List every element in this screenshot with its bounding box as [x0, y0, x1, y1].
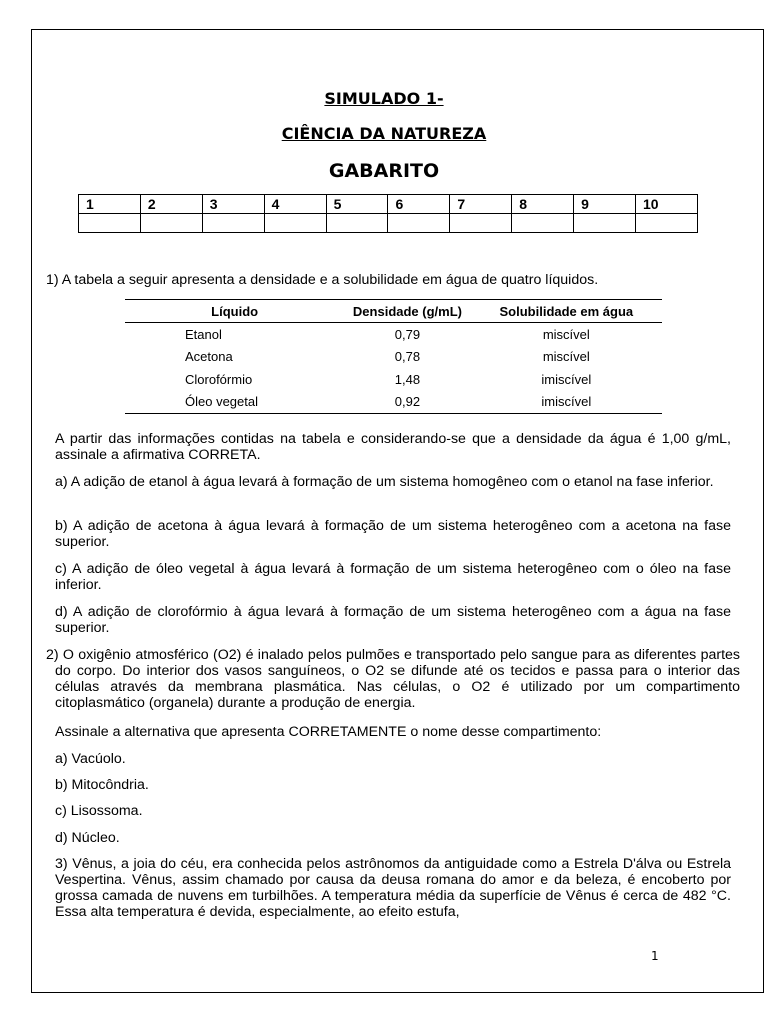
liquid-solubility: imiscível: [541, 371, 592, 387]
grid-number: 2: [140, 195, 202, 214]
answer-cell[interactable]: [264, 214, 326, 233]
answer-cell[interactable]: [636, 214, 698, 233]
liquid-name: Acetona: [185, 349, 233, 365]
answer-cell[interactable]: [388, 214, 450, 233]
answer-key-heading: GABARITO: [328, 160, 440, 182]
table-row: [125, 368, 662, 391]
question-2-option-c: c) Lisossoma.: [55, 803, 143, 819]
grid-number: 5: [326, 195, 388, 214]
table-row: [125, 391, 662, 414]
liquids-table-header: [125, 300, 662, 323]
answer-cell[interactable]: [140, 214, 202, 233]
column-header-solubility: Solubilidade em água: [471, 300, 662, 323]
liquid-density: 1,48: [394, 371, 421, 387]
grid-number: 8: [512, 195, 574, 214]
answer-grid: [78, 194, 698, 233]
question-1-option-d: d) A adição de clorofórmio à água levará à formação de um sistema heterogêneo com a água na fase superior.: [55, 604, 731, 636]
grid-number: 10: [636, 195, 698, 214]
answer-cell[interactable]: [79, 214, 141, 233]
grid-number: 7: [450, 195, 512, 214]
answer-cell[interactable]: [326, 214, 388, 233]
liquid-name: Clorofórmio: [185, 371, 253, 387]
grid-number: 3: [202, 195, 264, 214]
question-1-statement: A partir das informações contidas na tabela e considerando-se que a densidade da água é 1,00 g/mL, assinale a afirmativa CORRETA.: [55, 431, 731, 463]
answer-cell[interactable]: [202, 214, 264, 233]
answer-cell[interactable]: [574, 214, 636, 233]
question-2-option-b: b) Mitocôndria.: [55, 777, 149, 793]
question-3-text: 3) Vênus, a joia do céu, era conhecida pelos astrônomos da antiguidade como a Estrela D'álva ou Estrela Vespertina. Vênus, assim chamado por causa da deusa romana do amor e da beleza, é encoberto por grossa camada de nuvens em turbilhões. A temperatura média da superfície de Vênus é cerca de 482 °C. Essa alta temperatura é devida, especialmente, ao efeito estufa,: [55, 856, 731, 920]
grid-number: 4: [264, 195, 326, 214]
page-number: 1: [651, 949, 659, 963]
answer-cell[interactable]: [512, 214, 574, 233]
column-header-density: Densidade (g/mL): [344, 300, 470, 323]
liquid-solubility: miscível: [542, 349, 590, 365]
answer-cell[interactable]: [450, 214, 512, 233]
liquid-density: 0,92: [344, 391, 470, 414]
liquid-density: 0,79: [394, 326, 421, 342]
grid-number: 1: [79, 195, 141, 214]
column-header-liquid: Líquido: [125, 300, 344, 323]
question-1-intro: 1) A tabela a seguir apresenta a densidade e a solubilidade em água de quatro líquidos.: [46, 272, 599, 288]
grid-number: 6: [388, 195, 450, 214]
question-1-option-b: b) A adição de acetona à água levará à formação de um sistema heterogêneo com a acetona na fase superior.: [55, 518, 731, 550]
liquid-solubility: miscível: [542, 326, 590, 342]
liquid-name: Etanol: [185, 326, 222, 342]
answer-grid-numbers-row: [79, 195, 698, 214]
exam-subtitle: CIÊNCIA DA NATUREZA: [281, 124, 487, 143]
exam-title: SIMULADO 1-: [324, 89, 444, 108]
question-2-prompt: Assinale a alternativa que apresenta CORRETAMENTE o nome desse compartimento:: [55, 724, 602, 740]
liquid-solubility: imiscível: [471, 391, 662, 414]
question-1-option-a: a) A adição de etanol à água levará à formação de um sistema homogêneo com o etanol na fase inferior.: [55, 474, 714, 490]
liquid-density: 0,78: [394, 349, 421, 365]
liquids-table: [125, 299, 662, 414]
table-row: [125, 346, 662, 369]
liquid-name: Óleo vegetal: [125, 391, 344, 414]
grid-number: 9: [574, 195, 636, 214]
question-1-option-c: c) A adição de óleo vegetal à água levará à formação de um sistema heterogêneo com o óleo na fase inferior.: [55, 561, 731, 593]
question-2-option-d: d) Núcleo.: [55, 830, 120, 846]
answer-grid-answers-row: [79, 214, 698, 233]
question-2-text: 2) O oxigênio atmosférico (O2) é inalado pelos pulmões e transportado pelo sangue para as diferentes partes do corpo. Do interior dos vasos sanguíneos, o O2 se difunde até os tecidos e passa para o interior das células através da membrana plasmática. Nas células, o O2 é utilizado por um compartimento citoplasmático (organela) durante a produção de energia.: [46, 647, 740, 711]
question-2-option-a: a) Vacúolo.: [55, 751, 126, 767]
table-row: [125, 323, 662, 346]
